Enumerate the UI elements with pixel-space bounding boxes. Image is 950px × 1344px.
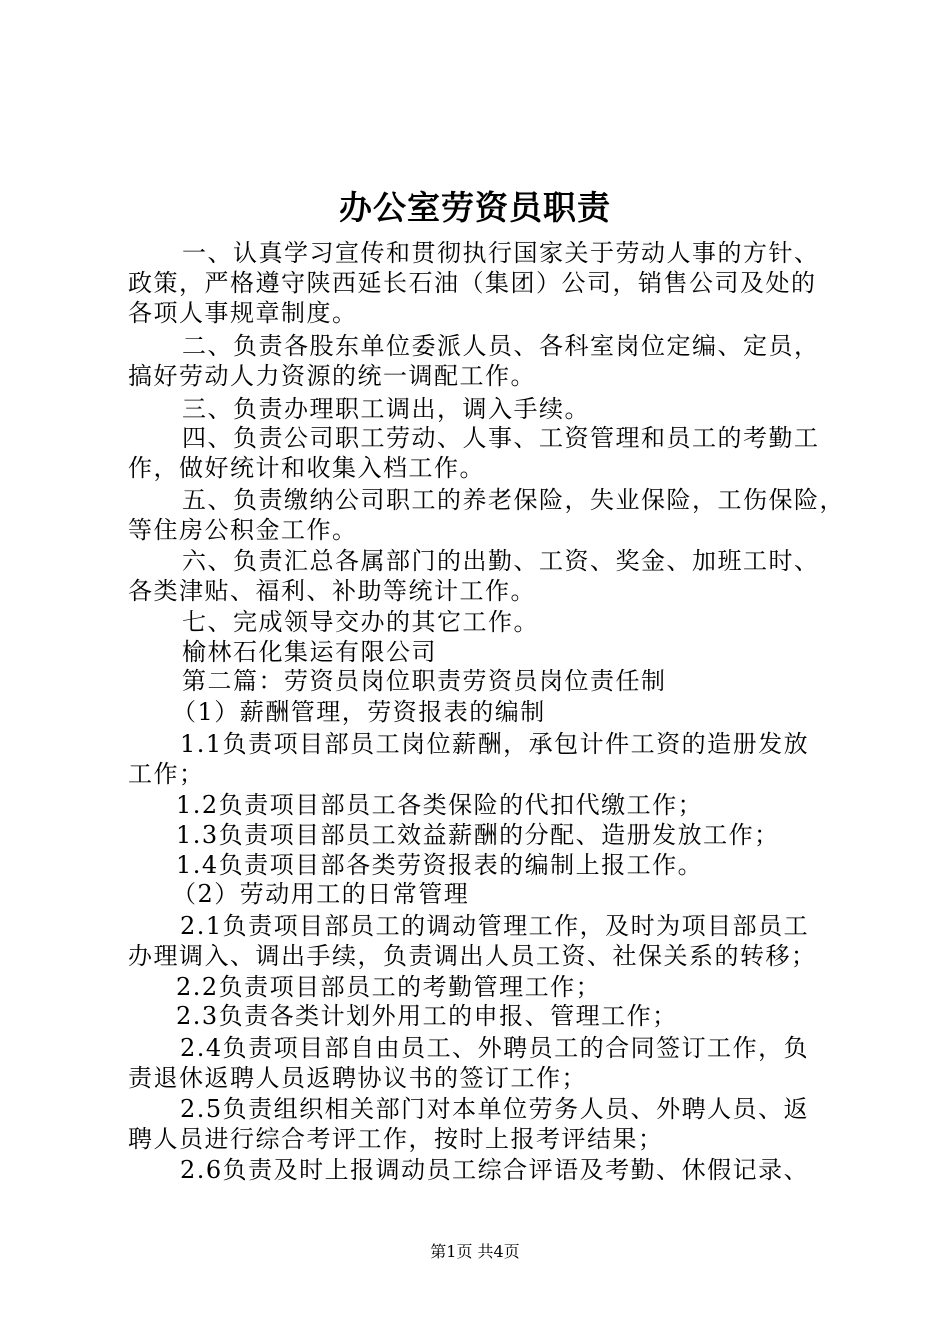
- body-line: 1.4负责项目部各类劳资报表的编制上报工作。: [176, 851, 704, 879]
- body-line: 搞好劳动人力资源的统一调配工作。: [128, 362, 536, 390]
- body-line: 2.6负责及时上报调动员工综合评语及考勤、休假记录、: [180, 1156, 810, 1184]
- body-line: 聘人员进行综合考评工作，按时上报考评结果；: [128, 1125, 664, 1153]
- body-line: 2.5负责组织相关部门对本单位劳务人员、外聘人员、返: [180, 1095, 810, 1123]
- body-line: 各项人事规章制度。: [128, 299, 358, 327]
- body-line: 第二篇：劳资员岗位职责劳资员岗位责任制: [182, 667, 667, 695]
- body-line: 二、负责各股东单位委派人员、各科室岗位定编、定员，: [182, 332, 820, 360]
- body-line: 工作；: [128, 760, 205, 788]
- body-line: 四、负责公司职工劳动、人事、工资管理和员工的考勤工: [182, 424, 820, 452]
- body-line: 1.1负责项目部员工岗位薪酬，承包计件工资的造册发放: [180, 730, 810, 758]
- body-line: 六、负责汇总各属部门的出勤、工资、奖金、加班工时、: [182, 547, 820, 575]
- body-line: 2.3负责各类计划外用工的申报、管理工作；: [176, 1002, 678, 1030]
- body-line: 等住房公积金工作。: [128, 516, 358, 544]
- body-line: 五、负责缴纳公司职工的养老保险，失业保险，工伤保险，: [182, 486, 845, 514]
- body-line: 2.4负责项目部自由员工、外聘员工的合同签订工作，负: [180, 1034, 810, 1062]
- body-line: （2）劳动用工的日常管理: [172, 880, 470, 908]
- document-title: 办公室劳资员职责: [339, 188, 611, 227]
- body-line: （1）薪酬管理，劳资报表的编制: [172, 698, 546, 726]
- body-line: 1.3负责项目部员工效益薪酬的分配、造册发放工作；: [176, 821, 780, 849]
- body-line: 责退休返聘人员返聘协议书的签订工作；: [128, 1064, 587, 1092]
- body-line: 作，做好统计和收集入档工作。: [128, 454, 485, 482]
- page-footer: 第1页 共4页: [430, 1242, 520, 1261]
- body-line: 榆林石化集运有限公司: [182, 638, 437, 666]
- body-line: 七、完成领导交办的其它工作。: [182, 608, 539, 636]
- body-line: 政策，严格遵守陕西延长石油（集团）公司，销售公司及处的: [128, 269, 817, 297]
- body-line: 2.2负责项目部员工的考勤管理工作；: [176, 973, 602, 1001]
- body-line: 2.1负责项目部员工的调动管理工作，及时为项目部员工: [180, 912, 810, 940]
- body-line: 1.2负责项目部员工各类保险的代扣代缴工作；: [176, 791, 704, 819]
- body-line: 办理调入、调出手续，负责调出人员工资、社保关系的转移；: [128, 942, 817, 970]
- body-line: 各类津贴、福利、补助等统计工作。: [128, 577, 536, 605]
- body-line: 三、负责办理职工调出，调入手续。: [182, 395, 590, 423]
- body-line: 一、认真学习宣传和贯彻执行国家关于劳动人事的方针、: [182, 239, 820, 267]
